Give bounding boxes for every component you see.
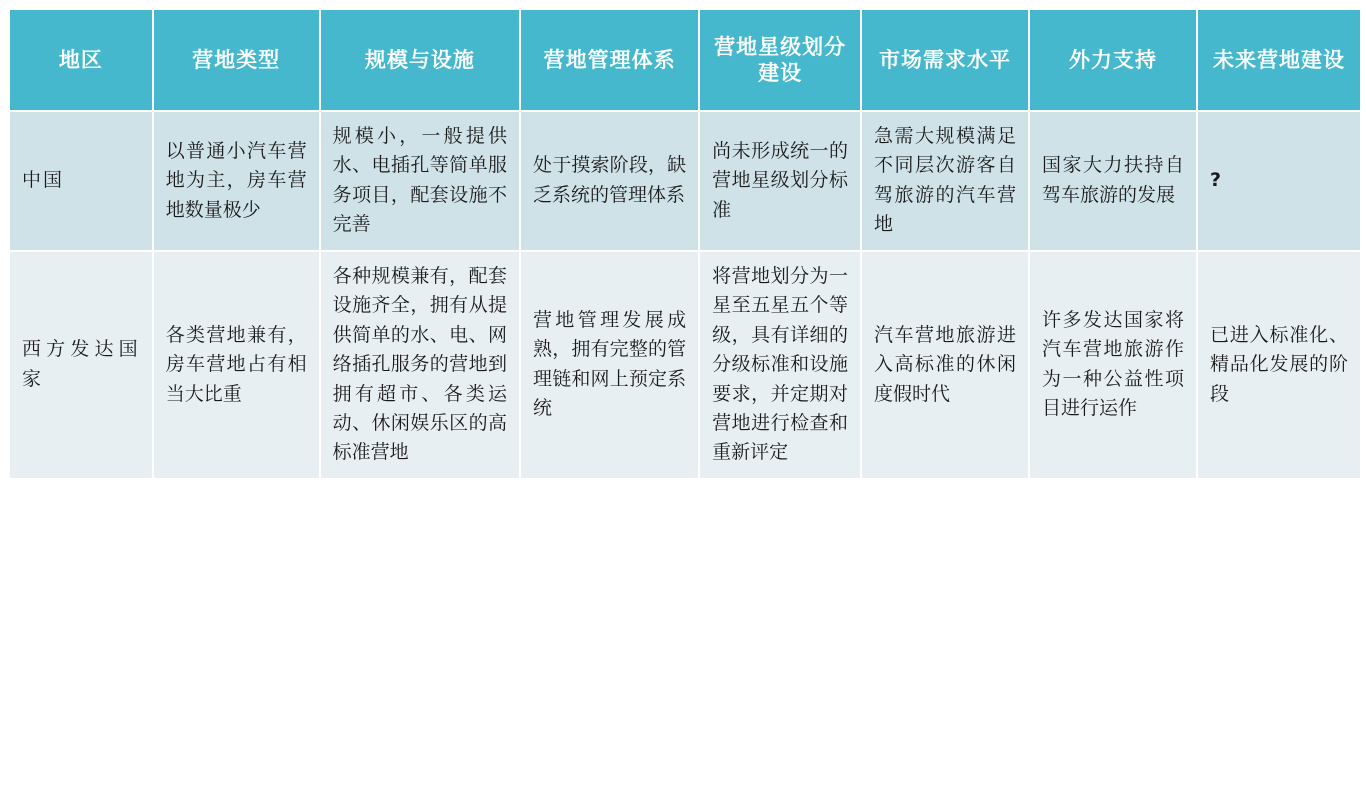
column-header-future-construction: 未来营地建设 [1198,10,1360,110]
column-header-star-rating: 营地星级划分建设 [700,10,860,110]
column-header-region: 地区 [10,10,152,110]
column-header-external-support: 外力支持 [1030,10,1196,110]
row-label-western-countries: 西方发达国家 [10,252,152,478]
cell-west-camp-type: 各类营地兼有，房车营地占有相当大比重 [154,252,319,478]
row-label-china: 中国 [10,112,152,250]
cell-china-camp-type: 以普通小汽车营地为主，房车营地数量极少 [154,112,319,250]
column-header-scale-facilities: 规模与设施 [321,10,519,110]
column-header-market-demand: 市场需求水平 [862,10,1028,110]
cell-china-future-construction: ? [1198,112,1360,250]
cell-west-market-demand: 汽车营地旅游进入高标准的休闲度假时代 [862,252,1028,478]
cell-west-future-construction: 已进入标准化、精品化发展的阶段 [1198,252,1360,478]
cell-west-management-system: 营地管理发展成熟，拥有完整的管理链和网上预定系统 [521,252,698,478]
cell-west-star-rating: 将营地划分为一星至五星五个等级，具有详细的分级标准和设施要求，并定期对营地进行检查和重新评定 [700,252,860,478]
cell-china-market-demand: 急需大规模满足不同层次游客自驾旅游的汽车营地 [862,112,1028,250]
cell-west-external-support: 许多发达国家将汽车营地旅游作为一种公益性项目进行运作 [1030,252,1196,478]
cell-china-management-system: 处于摸索阶段，缺乏系统的管理体系 [521,112,698,250]
table-header-row [10,10,1360,110]
cell-china-star-rating: 尚未形成统一的营地星级划分标准 [700,112,860,250]
column-header-camp-type: 营地类型 [154,10,319,110]
cell-china-external-support: 国家大力扶持自驾车旅游的发展 [1030,112,1196,250]
cell-china-scale-facilities: 规模小，一般提供水、电插孔等简单服务项目，配套设施不完善 [321,112,519,250]
table-row [10,252,1360,478]
table-row [10,112,1360,250]
camp-comparison-table [8,8,1362,480]
table-header [10,10,1360,110]
cell-west-scale-facilities: 各种规模兼有，配套设施齐全，拥有从提供简单的水、电、网络插孔服务的营地到拥有超市、各类运动、休闲娱乐区的高标准营地 [321,252,519,478]
column-header-management-system: 营地管理体系 [521,10,698,110]
table-body [10,112,1360,478]
